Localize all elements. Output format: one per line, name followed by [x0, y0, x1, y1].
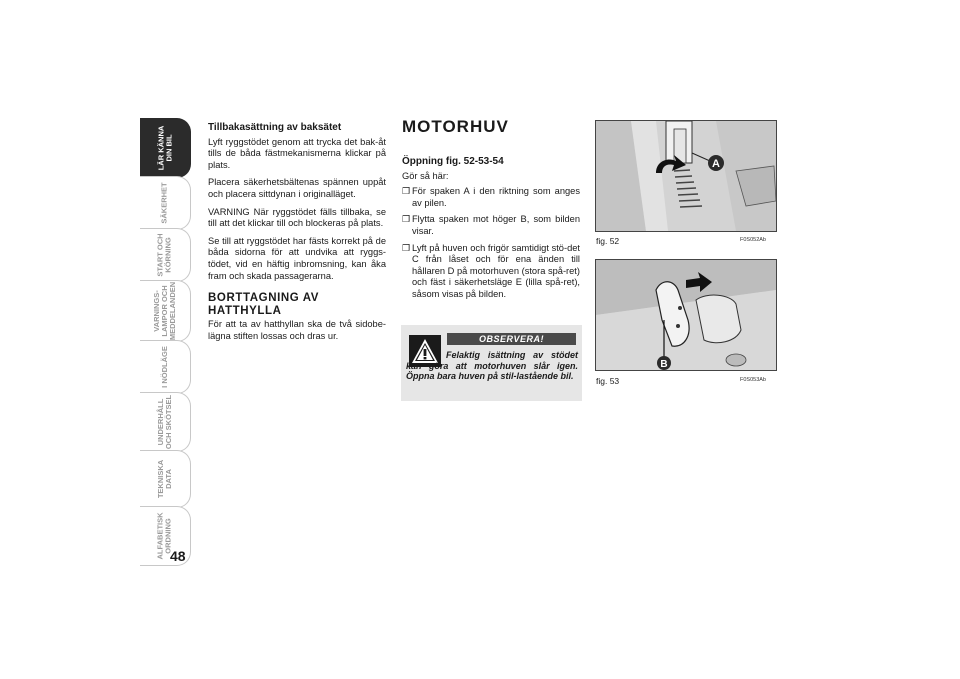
section-subheading: Tillbakasättning av baksätet: [208, 122, 342, 133]
paragraph: Lyft ryggstödet genom att trycka det bak-åt tills de båda fästmekanismerna klickar på plats.: [208, 136, 386, 170]
tab-label: VARNINGS- LAMPOR OCH MEDDELANDEN: [152, 281, 177, 341]
list-item-text: Flytta spaken mot höger B, som bilden visar.: [412, 214, 580, 236]
warning-text: Felaktig isättning av stödet kan göra att motorhuven slår igen. Öppna bara huven på stil-lastående bil.: [406, 350, 578, 381]
tab-i-nodlage[interactable]: [140, 340, 191, 394]
checkbox-bullet-icon: ❒: [402, 242, 411, 253]
figure-52-illustration: [595, 120, 777, 232]
section-subheading: Öppning fig. 52-53-54: [402, 156, 504, 167]
tab-label: TEKNISKA DATA: [156, 459, 173, 499]
tab-tekniska-data[interactable]: [140, 450, 191, 508]
list-item-text: Lyft på huven och frigör samtidigt stö-det C från låset och för ena änden till hållaren D på motorhuven (stora spå-ret) och fäst i säkerhetsläge E (lilla spå-ret), såsom visas på bilden.: [412, 242, 580, 299]
tab-sakerhet[interactable]: [140, 176, 191, 230]
tab-label: ALFABETISK ORDNING: [156, 512, 173, 560]
tab-label: I NÖDLÄGE: [159, 346, 169, 388]
hood-latch-illustration: [596, 260, 776, 370]
warning-title: OBSERVERA!: [447, 333, 576, 345]
tab-varningslampor[interactable]: [140, 280, 191, 342]
paragraph: VARNING När ryggstödet fälls tillbaka, se till att det klickar till och blockeras på plats.: [208, 206, 386, 229]
list-item-text: För spaken A i den riktning som anges av pilen.: [412, 186, 580, 208]
tab-underhall[interactable]: [140, 392, 191, 452]
tab-lar-kanna-din-bil[interactable]: [140, 118, 191, 178]
checkbox-bullet-icon: ❒: [402, 186, 411, 197]
tab-start-och-korning[interactable]: [140, 228, 191, 282]
warning-box: [401, 325, 582, 401]
figure-53-illustration: [595, 259, 777, 371]
tab-label: START OCH KÖRNING: [155, 233, 173, 277]
paragraph: För att ta av hatthyllan ska de två sidobe-lägna stiften lossas och dras ur.: [208, 319, 386, 341]
page-number: 48: [170, 548, 186, 564]
tab-label: LÄR KÄNNA DIN BIL: [156, 125, 173, 171]
tab-label: SÄKERHET: [159, 182, 169, 224]
tab-label: UNDERHÅLL OCH SKÖTSEL: [156, 394, 174, 450]
intro-text: Gör så här:: [402, 170, 449, 181]
marker-label: B: [660, 359, 668, 370]
figure-code: F0S052Ab: [740, 237, 766, 243]
figure-caption: fig. 52: [596, 236, 620, 246]
figure-code: F0S053Ab: [740, 377, 766, 383]
list-item: [402, 214, 580, 237]
paragraph: Placera säkerhetsbältenas spännen uppåt och placera sittdynan i originalläget.: [208, 177, 386, 199]
marker-label: A: [712, 158, 720, 170]
hood-release-lever-illustration: [596, 121, 776, 231]
left-column: [208, 122, 386, 348]
list-item: [402, 243, 580, 301]
list-item: [402, 186, 580, 209]
right-column: [402, 118, 580, 306]
section-heading: BORTTAGNING AV HATTHYLLA: [208, 292, 320, 317]
figure-caption: fig. 53: [596, 376, 620, 386]
paragraph: Se till att ryggstödet har fästs korrekt på de båda sidorna för att undvika att ryggs-tödet, vid en häftig inbromsning, kan åka fram och skada passagerarna.: [208, 235, 386, 281]
checkbox-bullet-icon: ❒: [402, 214, 411, 225]
page-title: MOTORHUV: [402, 117, 509, 136]
